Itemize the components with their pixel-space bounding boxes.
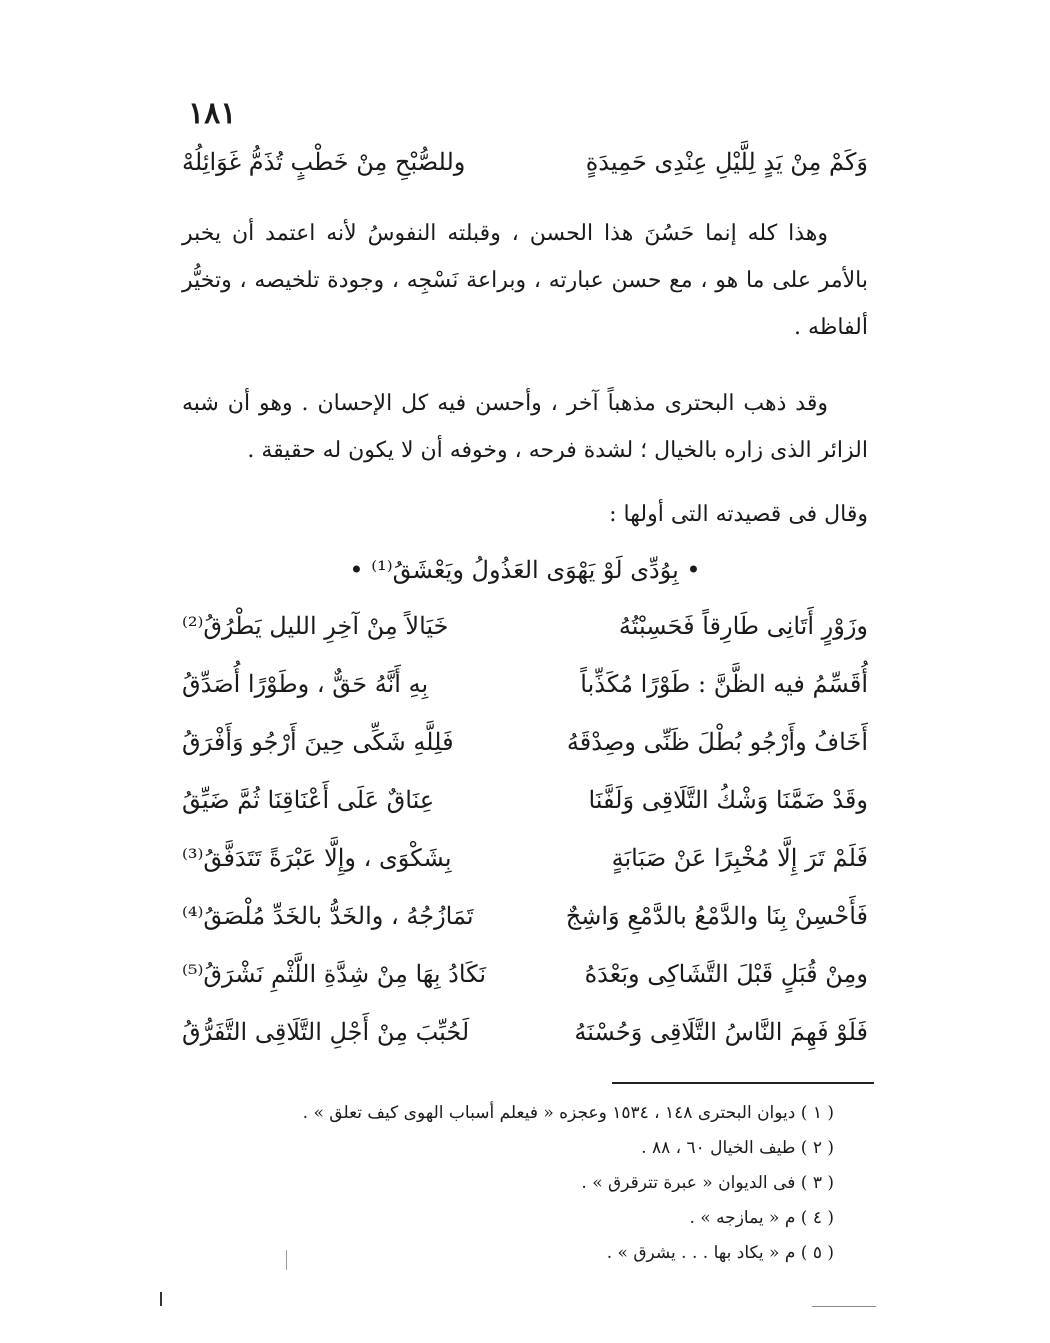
poem-verse: [182, 728, 868, 768]
footnotes: [182, 1096, 834, 1271]
page-number: ١٨١: [188, 96, 237, 131]
poem-intro-line: وقال فى قصيدته التى أولها :: [609, 502, 868, 527]
verse-second-hemistich: فَلِلَّهِ شَكِّى حِينَ أَرْجُو وَأَفْرَقُ: [182, 728, 454, 756]
verse-second-hemistich: لَحُبِّبَ مِنْ أَجْلِ التَّلَاقِى التَّفَرُّقُ: [182, 1018, 470, 1046]
footnote-1: ( ١ ) ديوان البحترى ١٤٨ ، ١٥٣٤ وعجزه « فيعلم أسباب الهوى كيف تعلق » .: [302, 1103, 834, 1123]
verse-first-hemistich: وزَوْرٍ أَتَانِى طَارِقاً فَحَسِبْتُهُ: [618, 612, 868, 640]
poem-verse: [182, 1018, 868, 1058]
scan-mark: [812, 1306, 876, 1307]
poem-verse: [182, 612, 868, 652]
verse-second-hemistich: خَيَالاً مِنْ آخِرِ الليل يَطْرُقُ⁽²⁾: [182, 612, 449, 640]
verse-first-hemistich: أُقَسِّمُ فيه الظَّنَّ : طَوْرًا مُكَذِّباً: [580, 670, 868, 698]
footnote-divider: [612, 1082, 874, 1084]
scan-mark: [286, 1250, 287, 1270]
poem-verse: [182, 844, 868, 884]
verse-first-hemistich: فَلَوْ فَهِمَ النَّاسُ التَّلَاقِى وَحُسْنَهُ: [574, 1018, 868, 1046]
verse-first-hemistich: ومِنْ قُبَلٍ قَبْلَ التَّشَاكِى وبَعْدَهُ: [584, 960, 868, 988]
scan-mark: [160, 1292, 162, 1306]
paragraph-1: وهذا كله إنما حَسُنَ هذا الحسن ، وقبلته النفوسُ لأنه اعتمد أن يخبر بالأمر على ما هو ، مع حسن عبارته ، وبراعة نَسْجِه ، وجودة تلخيصه ، وتخيُّر ألفاظه .: [182, 221, 868, 340]
footnote-2: ( ٢ ) طيف الخيال ٦٠ ، ٨٨ .: [641, 1138, 834, 1158]
verse-second-hemistich: عِنَاقٌ عَلَى أَعْنَاقِنَا ثُمَّ ضَيِّقُ: [182, 786, 435, 814]
footnote-5: ( ٥ ) م « يكاد بها . . . يشرق » .: [606, 1243, 834, 1263]
verse-first-hemistich: وقَدْ ضَمَّنَا وَشْكُ التَّلَاقِى وَلَفَّنَا: [588, 786, 868, 814]
verse-second-hemistich: نَكَادُ بِهَا مِنْ شِدَّةِ اللَّثْمِ نَشْرَقُ⁽⁵⁾: [182, 960, 487, 988]
poem-verse: [182, 960, 868, 1000]
verse-first-hemistich: وَكَمْ مِنْ يَدٍ لِلَّيْلِ عِنْدِى حَمِيدَةٍ: [585, 148, 868, 176]
poem-opening-line: • بِوُدِّى لَوْ يَهْوَى العَذُولُ ويَعْشَقُ⁽¹⁾ •: [349, 556, 701, 584]
footnote-3: ( ٣ ) فى الديوان « عبرة تترقرق » .: [581, 1173, 834, 1193]
opening-verse: [182, 148, 868, 188]
verse-second-hemistich: تَمَازُجُهُ ، والخَدُّ بالخَدِّ مُلْصَقُ⁽⁴⁾: [182, 902, 474, 930]
verse-first-hemistich: فَلَمْ تَرَ إِلَّا مُخْبِرًا عَنْ صَبَابَةٍ: [611, 844, 868, 872]
poem-verse: [182, 786, 868, 826]
footnote-4: ( ٤ ) م « يمازجه » .: [689, 1208, 834, 1228]
verse-second-hemistich: بِهِ أَنَّهُ حَقٌّ ، وطَوْرًا أُصَدِّقُ: [182, 670, 429, 698]
verse-second-hemistich: بِشَكْوَى ، وإِلَّا عَبْرَةً تَتَدَفَّقُ⁽³⁾: [182, 844, 452, 872]
verse-second-hemistich: وللصُّبْحِ مِنْ خَطْبٍ تُذَمُّ غَوَائِلُهْ: [182, 148, 466, 176]
poem-verse: [182, 902, 868, 942]
verse-first-hemistich: أَخَافُ وأَرْجُو بُطْلَ ظَنِّى وصِدْقَهُ: [566, 728, 868, 756]
paragraph-2: وقد ذهب البحترى مذهباً آخر ، وأحسن فيه كل الإحسان . وهو أن شبه الزائر الذى زاره بالخيال ؛ لشدة فرحه ، وخوفه أن لا يكون له حقيقة .: [182, 391, 868, 463]
poem-verse: [182, 670, 868, 710]
verse-first-hemistich: فَأَحْسِنْ بِنَا والدَّمْعُ بالدَّمْعِ وَاشِجٌ: [565, 902, 868, 930]
